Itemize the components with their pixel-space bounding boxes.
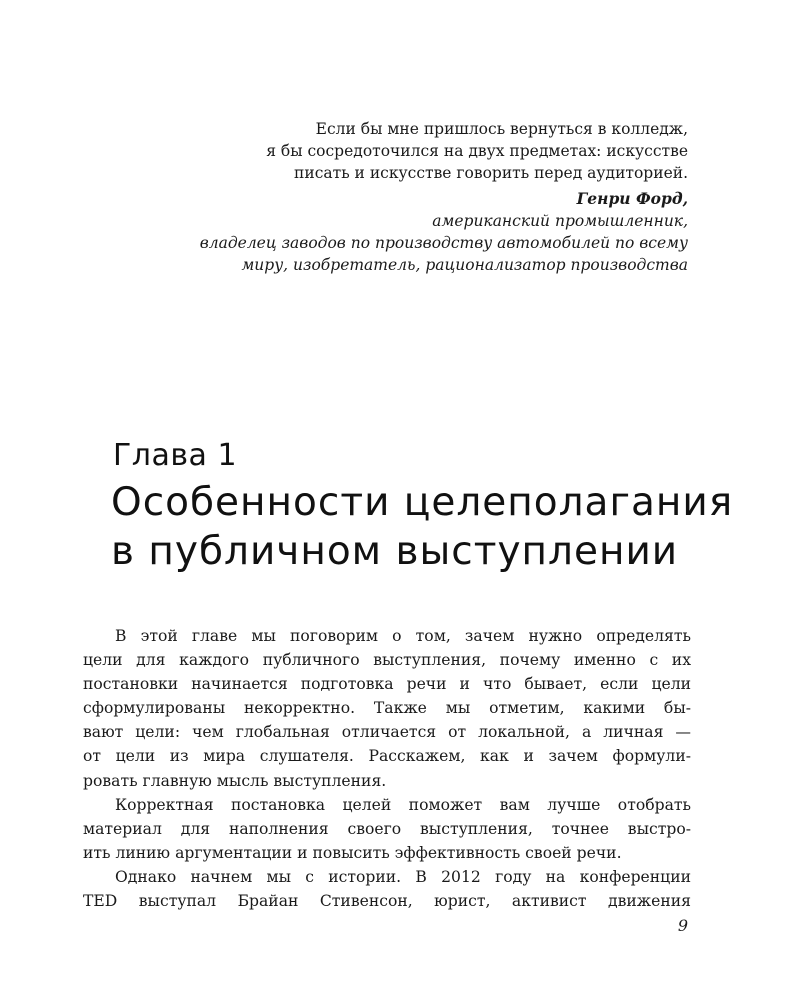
body-line: цели для каждого публичного выступления, почему именно с их — [83, 651, 691, 670]
body-line: ить линию аргументации и повысить эффективность своей речи. — [83, 843, 622, 862]
epigraph — [128, 118, 688, 276]
epigraph-author-description: миру, изобретатель, рационализатор производства — [241, 256, 688, 274]
epigraph-author: Генри Форд, — [576, 189, 688, 208]
body-line: TED выступал Брайан Стивенсон, юрист, активист движения — [83, 892, 691, 911]
body-line: Корректная постановка целей поможет вам лучше отобрать — [115, 795, 691, 814]
body-line: вают цели: чем глобальная отличается от локальной, а личная — — [83, 723, 691, 742]
epigraph-quote-line: я бы сосредоточился на двух предметах: искусстве — [266, 142, 688, 160]
body-line: постановки начинается подготовка речи и что бывает, если цели — [83, 675, 691, 694]
page-number: 9 — [677, 916, 688, 935]
epigraph-quote-line: писать и искусстве говорить перед аудиторией. — [294, 164, 688, 182]
body-line: В этой главе мы поговорим о том, зачем нужно определять — [115, 627, 691, 645]
chapter-label: Глава 1 — [113, 438, 238, 473]
chapter-title — [111, 478, 733, 576]
body-text — [83, 624, 691, 913]
body-line: сформулированы некорректно. Также мы отметим, какими бы- — [83, 699, 691, 718]
epigraph-author-description: американский промышленник, — [432, 212, 688, 230]
epigraph-author-description: владелец заводов по производству автомобилей по всему — [199, 234, 688, 252]
chapter-title-line: Особенности целеполагания — [111, 480, 734, 525]
body-line: от цели из мира слушателя. Расскажем, как и зачем формули- — [83, 747, 691, 766]
body-line: материал для наполнения своего выступления, точнее выстро- — [83, 819, 691, 838]
epigraph-quote-line: Если бы мне пришлось вернуться в колледж, — [315, 120, 688, 138]
body-line: Однако начнем мы с истории. В 2012 году на конференции — [115, 867, 691, 886]
body-line: ровать главную мысль выступления. — [83, 771, 387, 790]
chapter-title-line: в публичном выступлении — [111, 529, 679, 574]
